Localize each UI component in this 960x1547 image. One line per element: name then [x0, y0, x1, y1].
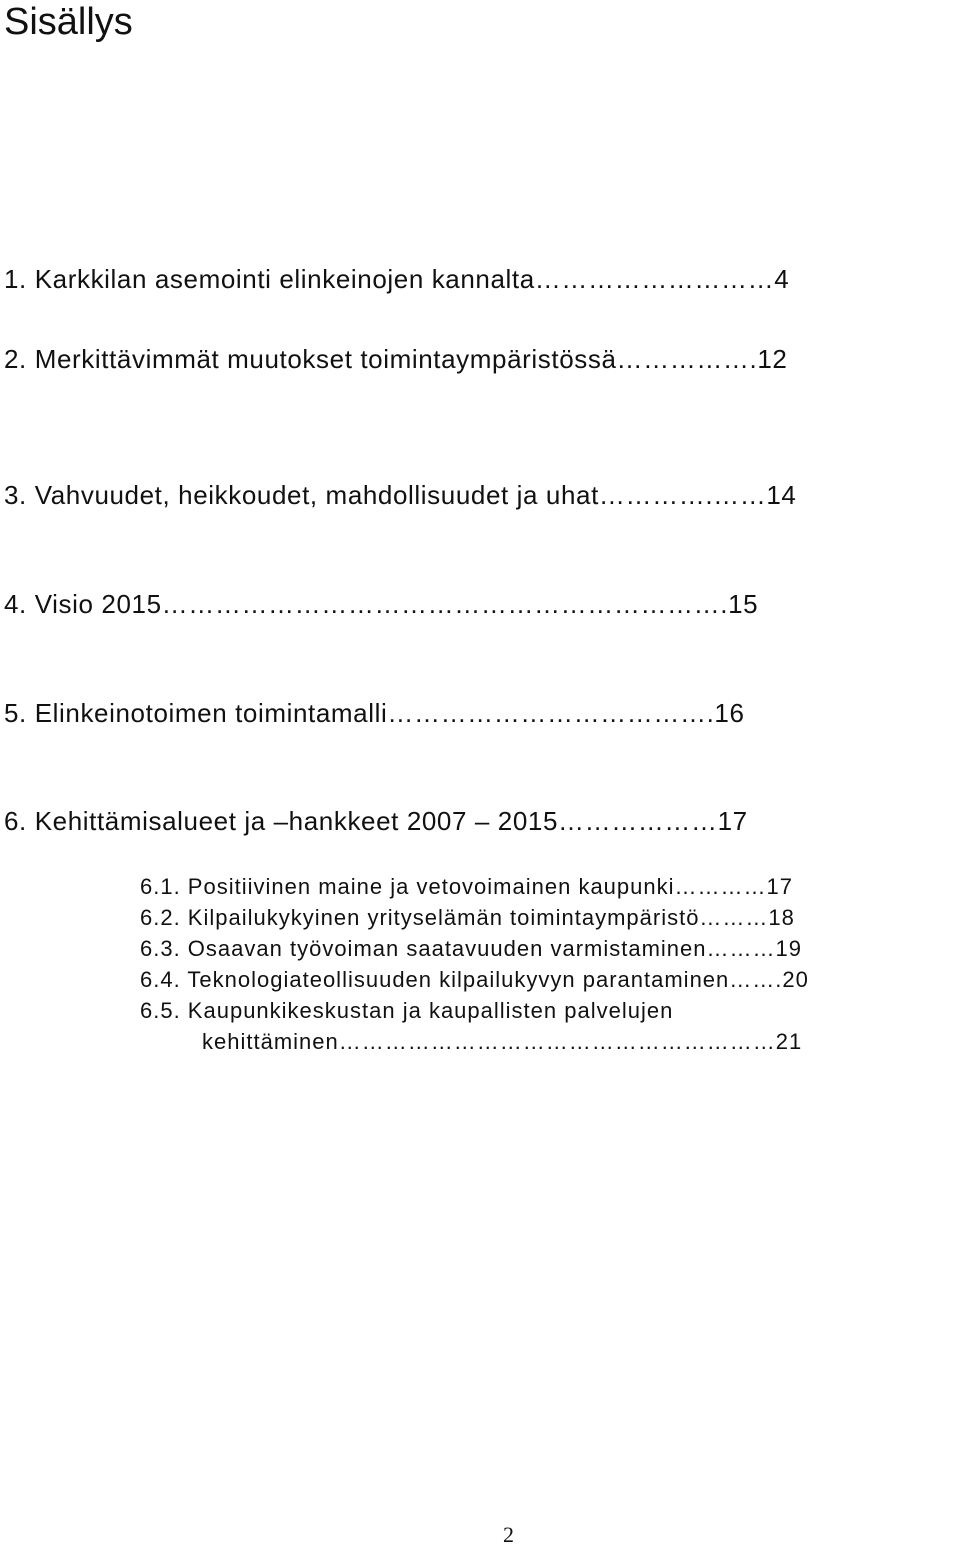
toc-entry-1: 1. Karkkilan asemointi elinkeinojen kannalta………………………4: [4, 264, 790, 294]
toc-entry-2: 2. Merkittävimmät muutokset toimintaympäristössä…………….12: [4, 344, 788, 374]
toc-subentry-6-3: 6.3. Osaavan työvoiman saatavuuden varmistaminen………19: [140, 936, 802, 961]
toc-subentry-6-1: 6.1. Positiivinen maine ja vetovoimainen kaupunki…………17: [140, 874, 793, 899]
toc-entry-4: 4. Visio 2015……………………………………………………….15: [4, 589, 759, 619]
page-number: 2: [503, 1522, 514, 1547]
toc-entry-5: 5. Elinkeinotoimen toimintamalli……………………………….16: [4, 698, 745, 728]
page-title: Sisällys: [4, 1, 133, 43]
toc-subentry-6-5: 6.5. Kaupunkikeskustan ja kaupallisten palvelujen: [140, 998, 674, 1023]
toc-subentry-6-4: 6.4. Teknologiateollisuuden kilpailukyvyn parantaminen…….20: [140, 967, 809, 992]
toc-subentry-6-2: 6.2. Kilpailukykyinen yrityselämän toimintaympäristö………18: [140, 905, 795, 930]
toc-subentry-6-5-continuation: kehittäminen…………………………………………………21: [202, 1029, 803, 1054]
toc-entry-3: 3. Vahvuudet, heikkoudet, mahdollisuudet ja uhat………….……14: [4, 480, 797, 510]
toc-entry-6: 6. Kehittämisalueet ja –hankkeet 2007 – 2015………………17: [4, 806, 748, 836]
